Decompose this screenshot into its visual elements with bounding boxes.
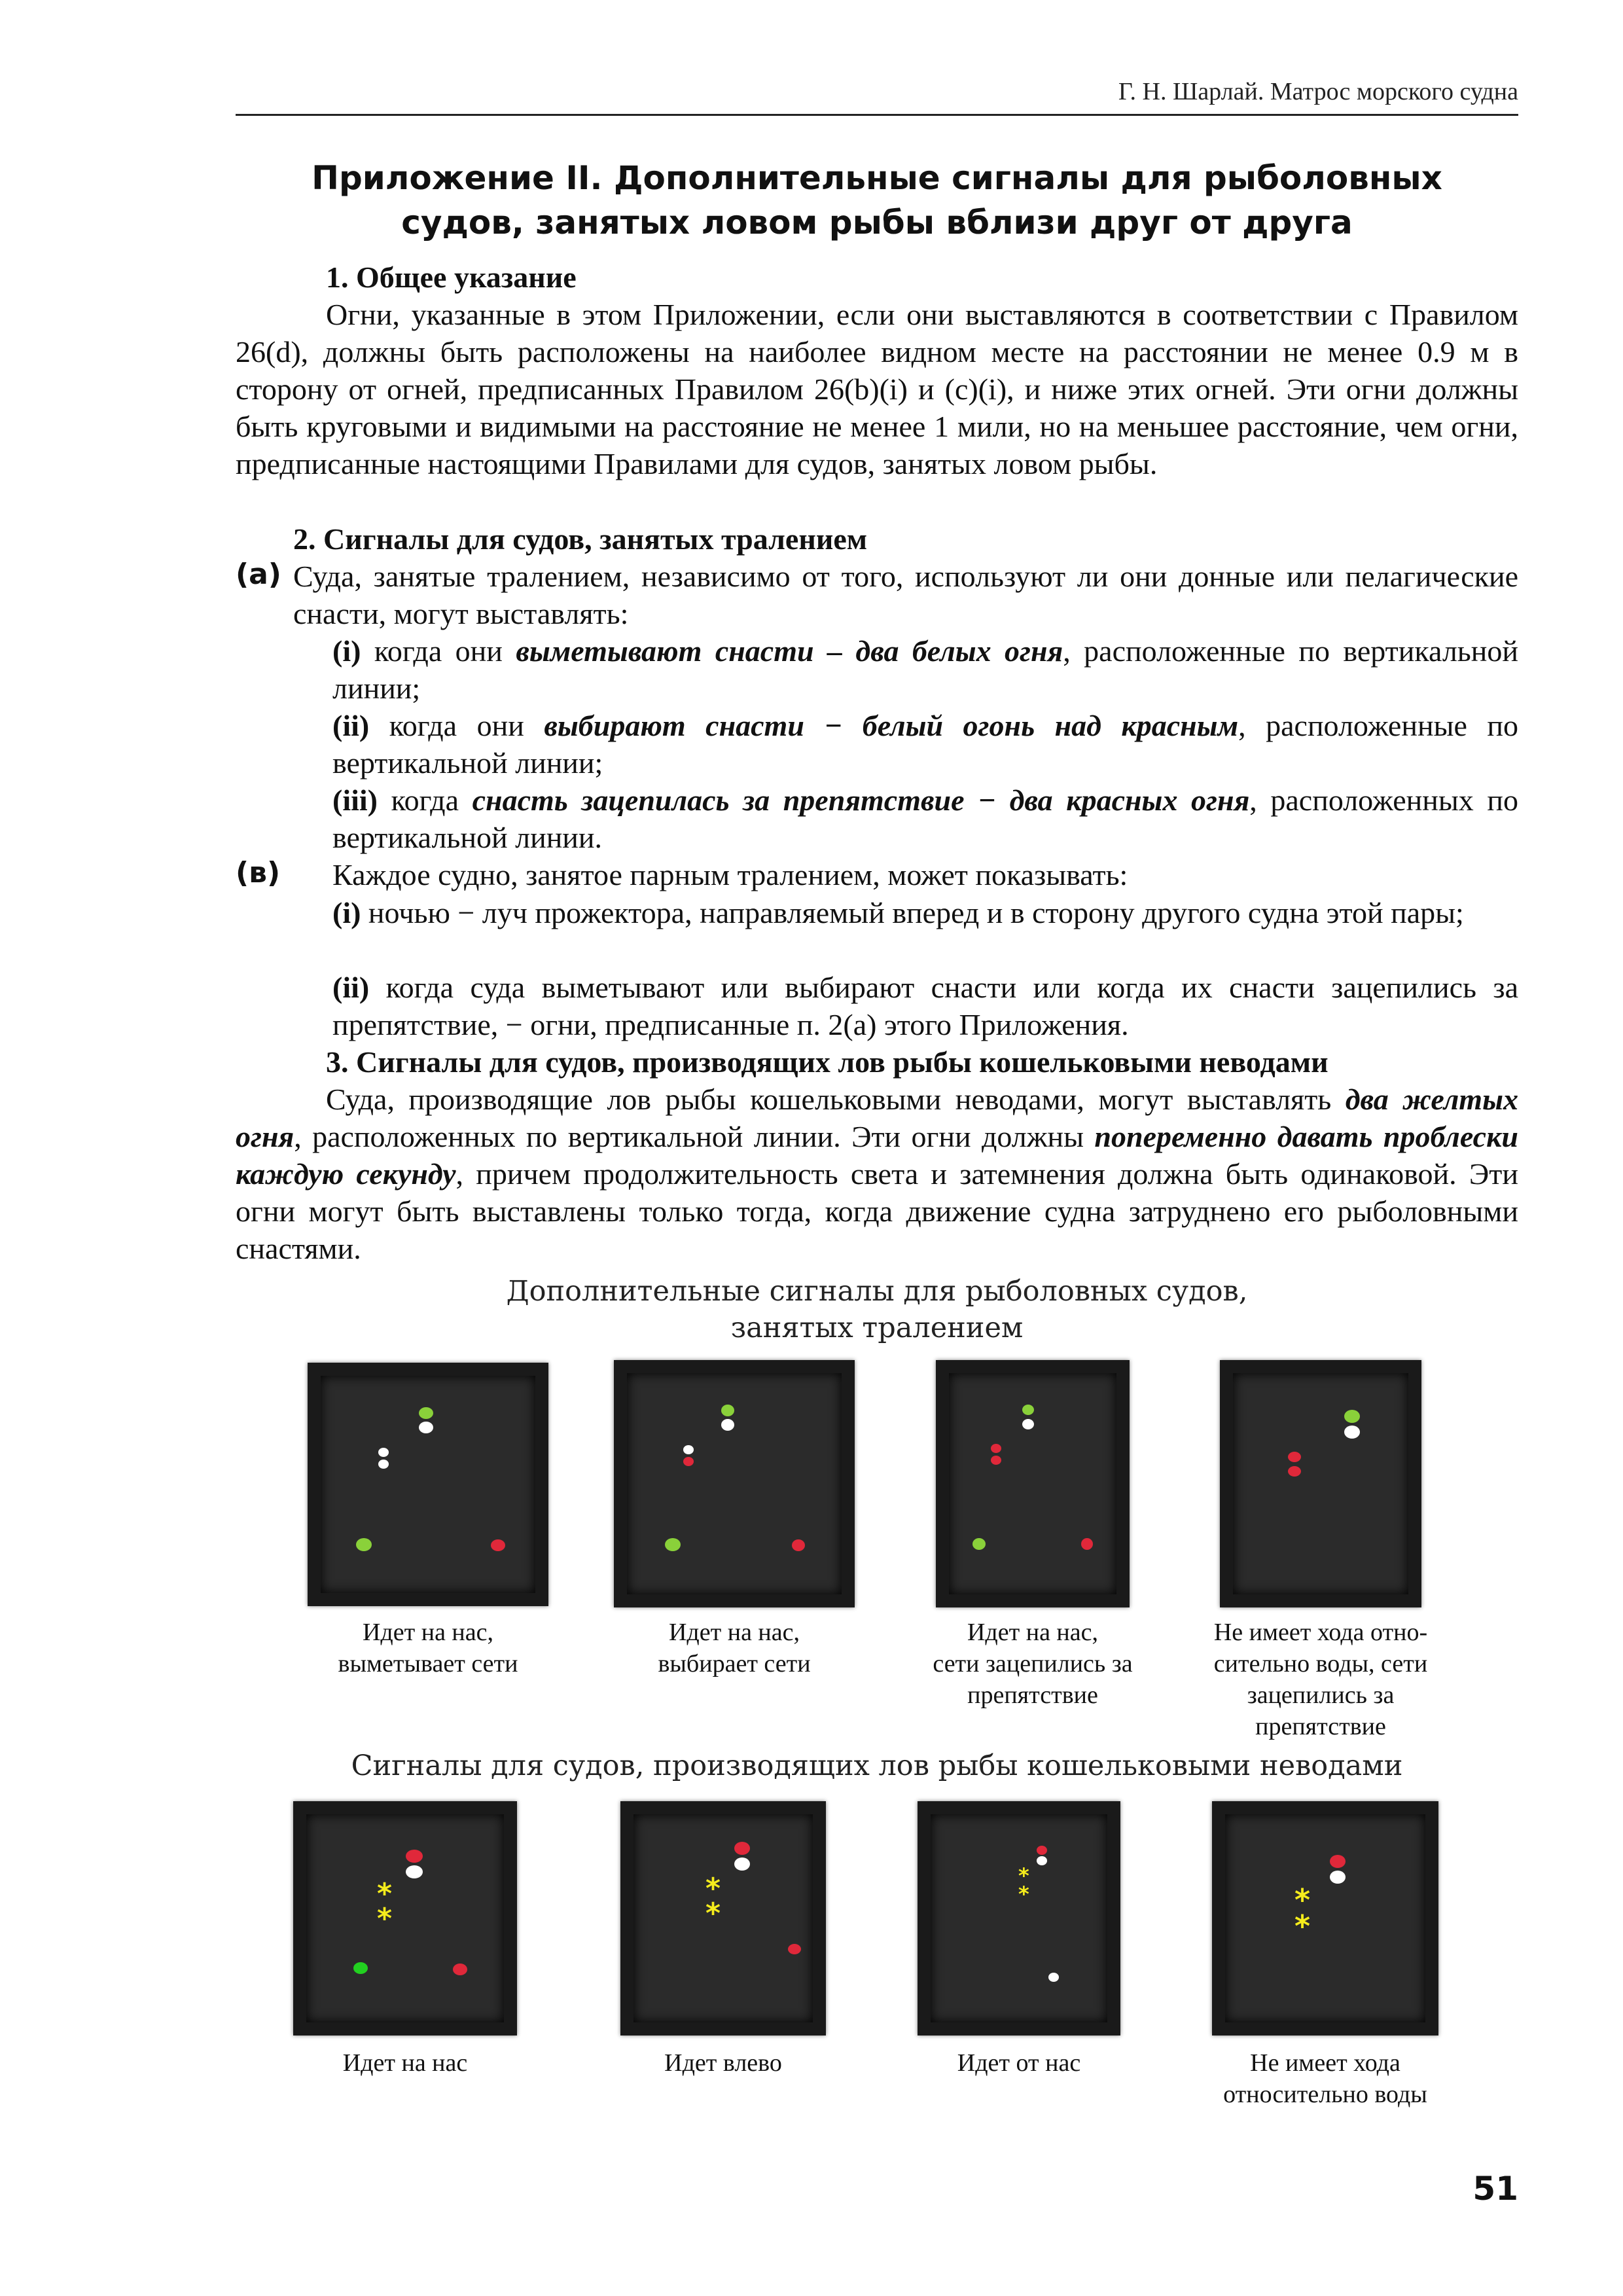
item-a-i (332, 632, 1518, 707)
section-1-heading: 1. Общее указание (326, 260, 577, 294)
label-line: сительно воды, сети (1213, 1650, 1428, 1677)
item-a-text: Суда, занятые тралением, независимо от того, используют ли они донные или пелагические снасти, могут выставлять: (293, 560, 1518, 630)
item-a-ii-label: (ii) (332, 709, 370, 742)
light-white (1037, 1856, 1047, 1865)
light-green-masthead (1022, 1405, 1034, 1415)
light-red-sidelight (453, 1964, 467, 1975)
title-line-2: судов, занятых ловом рыбы вблизи друг от друга (401, 204, 1353, 242)
light-red (406, 1850, 423, 1863)
light-white (683, 1445, 694, 1454)
item-a-iii (332, 781, 1518, 856)
light-red-sidelight (491, 1539, 505, 1551)
trawl-panel-3-label (908, 1617, 1157, 1711)
trawl-panel-1 (308, 1363, 548, 1606)
label-line: Идет на нас, (967, 1619, 1099, 1646)
item-a-iii-post: , расположенных по вертикальной линии. (332, 783, 1518, 854)
label-line: зацепились за (1247, 1681, 1395, 1709)
item-a-i-post: , расположенные по вертикальной линии; (332, 634, 1519, 705)
trawl-panel-4 (1220, 1360, 1421, 1607)
item-b-text: Каждое судно, занятое парным тралением, может показывать: (332, 858, 1128, 891)
section-3-t1: Суда, производящие лов рыбы кошельковыми неводами, могут выставлять (326, 1083, 1332, 1116)
light-white (1022, 1419, 1034, 1429)
item-a-ii-pre: когда они (389, 709, 524, 742)
flashing-yellow-light-icon: * (705, 1872, 721, 1905)
item-a-label: (а) (236, 558, 281, 591)
light-white (1330, 1871, 1346, 1884)
label-line: выбирает сети (658, 1650, 811, 1677)
item-a-i-label: (i) (332, 634, 361, 668)
light-green-masthead (1344, 1410, 1360, 1423)
section-3-b2: попеременно давать проблески каждую секунду (236, 1120, 1518, 1191)
light-white (721, 1419, 734, 1431)
purse-seine-panel-2 (620, 1801, 826, 2036)
item-b-i-text: ночью − луч прожектора, направляемый вперед и в сторону другого судна этой пары; (368, 896, 1464, 929)
light-white (1344, 1426, 1360, 1439)
section-3-b1: два желтых огня (236, 1083, 1519, 1153)
trawl-panel-2 (614, 1360, 855, 1607)
item-a-i-pre: когда они (374, 634, 503, 668)
purse-seine-panel-4-label (1192, 2047, 1458, 2110)
light-red (1288, 1452, 1301, 1462)
item-b-ii-text: когда суда выметывают или выбирают снасти или когда их снасти зацепились за препятствие, − огни, предписанные п. 2(а) этого Приложения. (332, 971, 1518, 1041)
trawl-panel-1-label (294, 1617, 562, 1679)
label-line: Идет на нас, (668, 1619, 800, 1646)
flashing-yellow-light-icon: * (1294, 1882, 1311, 1918)
purse-seine-panel-3 (918, 1801, 1120, 2036)
item-b-i-label: (i) (332, 896, 361, 929)
light-red (991, 1456, 1001, 1465)
light-white (734, 1857, 750, 1871)
section-3-t3: , причем продолжительность света и затемнения должна быть одинаковой. Эти огни могут быть выставлены только тогда, когда движение судна затруднено его рыболовными снастями. (236, 1157, 1518, 1265)
item-a-ii-post: , расположенные по вертикальной линии; (332, 709, 1519, 780)
light-red-sidelight (1081, 1538, 1093, 1550)
light-red-sidelight (788, 1944, 801, 1954)
figure-2-caption: Сигналы для судов, производящих лов рыбы кошельковыми неводами (351, 1749, 1403, 1782)
light-white (378, 1460, 389, 1469)
page-number: 51 (1472, 2170, 1518, 2208)
trawl-panel-4-label (1190, 1617, 1452, 1742)
item-a-ii (332, 707, 1518, 781)
label-line: относительно воды (1223, 2081, 1427, 2108)
light-white (378, 1448, 389, 1457)
light-red (1037, 1846, 1047, 1855)
section-2-heading: 2. Сигналы для судов, занятых тралением (293, 522, 868, 556)
item-b-i (332, 894, 1518, 931)
figure-1-caption (366, 1273, 1387, 1346)
light-white-sternlight (1048, 1973, 1059, 1982)
purse-seine-panel-2-label: Идет влево (664, 2049, 782, 2077)
light-red (991, 1444, 1001, 1453)
item-a-iii-bold: снасть зацепилась за препятствие − два красных огня (472, 783, 1250, 817)
item-a-iii-label: (iii) (332, 783, 378, 817)
running-header: Г. Н. Шарлай. Матрос морского судна (236, 77, 1518, 116)
trawl-panel-3 (936, 1360, 1130, 1607)
label-line: выметывает сети (338, 1650, 518, 1677)
light-red (734, 1842, 750, 1855)
flashing-yellow-light-icon: * (1018, 1863, 1029, 1888)
item-a-ii-bold: выбирают снасти − белый огонь над красным (544, 709, 1239, 742)
purse-seine-panel-1 (293, 1801, 517, 2036)
light-green-masthead (721, 1405, 734, 1416)
label-line: препятствие (1255, 1713, 1386, 1740)
light-red-sidelight (792, 1539, 805, 1551)
purse-seine-panel-4 (1212, 1801, 1438, 2036)
section-3-text (236, 1081, 1518, 1267)
figure-1-caption-line-2: занятых тралением (730, 1312, 1024, 1344)
purse-seine-panel-1-label: Идет на нас (342, 2049, 468, 2077)
item-a-iii-pre: когда (391, 783, 459, 817)
item-b-ii-label: (ii) (332, 971, 370, 1004)
figure-1-caption-line-1: Дополнительные сигналы для рыболовных судов, (506, 1275, 1248, 1308)
light-green-sidelight (353, 1962, 368, 1974)
section-1-text: Огни, указанные в этом Приложении, если они выставляются в соответствии с Правилом 26(d), должны быть расположены на наиболее видном месте на расстоянии не менее 0.9 м в сторону от огней, предписанных Правилом 26(b)(i) и (c)(i), и ниже этих огней. Эти огни должны быть круговыми и видимыми на расстояние не менее 1 мили, но на меньшее расстояние, чем огни, предписанные настоящими Правилами для судов, занятых ловом рыбы. (236, 298, 1518, 480)
light-green-masthead (419, 1407, 433, 1419)
flashing-yellow-light-icon: * (705, 1897, 721, 1930)
section-3-heading: 3. Сигналы для судов, производящих лов рыбы кошельковыми неводами (326, 1045, 1329, 1079)
item-b-label: (в) (236, 856, 281, 889)
purse-seine-panel-3-label: Идет от нас (957, 2049, 1081, 2077)
flashing-yellow-light-icon: * (1294, 1909, 1311, 1944)
flashing-yellow-light-icon: * (1018, 1882, 1029, 1907)
light-white (419, 1422, 433, 1433)
title-line-1: Приложение II. Дополнительные сигналы для рыболовных (312, 159, 1442, 197)
trawl-panel-2-label (601, 1617, 868, 1679)
label-line: сети зацепились за (933, 1650, 1133, 1677)
light-red (1288, 1466, 1301, 1477)
label-line: препятствие (967, 1681, 1098, 1709)
flashing-yellow-light-icon: * (377, 1877, 393, 1910)
label-line: Не имеет хода (1250, 2049, 1400, 2077)
light-green-sidelight (356, 1538, 372, 1551)
light-red (683, 1457, 694, 1466)
appendix-title (236, 156, 1518, 245)
flashing-yellow-light-icon: * (377, 1902, 393, 1935)
light-white (406, 1865, 423, 1878)
light-red (1330, 1855, 1346, 1868)
label-line: Не имеет хода отно- (1213, 1619, 1428, 1646)
section-3-t2: , расположенных по вертикальной линии. Эти огни должны (294, 1120, 1084, 1153)
item-a-i-bold: выметывают снасти – два белых огня (516, 634, 1063, 668)
light-green-sidelight (665, 1538, 681, 1551)
light-green-sidelight (972, 1538, 986, 1550)
label-line: Идет на нас, (362, 1619, 494, 1646)
item-b-ii (332, 969, 1518, 1043)
